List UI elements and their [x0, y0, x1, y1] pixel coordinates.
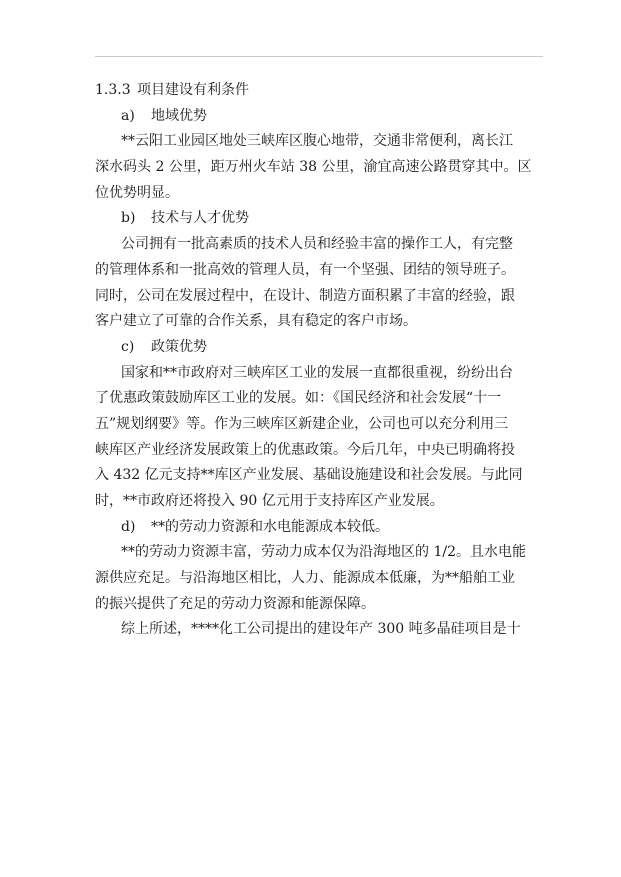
section-heading: [95, 78, 543, 104]
item-label: c): [121, 338, 135, 355]
paragraph-line: **的劳动力资源丰富，劳动力成本仅为沿海地区的 1/2。且水电能: [121, 544, 526, 561]
paragraph-line: 深水码头 2 公里，距万州火车站 38 公里，渝宜高速公路贯穿其中。区: [95, 159, 532, 176]
item-heading-b: [95, 206, 543, 232]
item-title: 地域优势: [151, 107, 207, 124]
paragraph-line: 峡库区产业经济发展政策上的优惠政策。今后几年，中央已明确将投: [95, 441, 515, 458]
item-heading-d: [95, 515, 543, 541]
conclusion-line: 综上所述，****化工公司提出的建设年产 300 吨多晶硅项目是十: [121, 621, 521, 638]
item-heading-c: [95, 335, 543, 361]
paragraph-line: 的管理体系和一批高效的管理人员，有一个坚强、团结的领导班子。: [95, 261, 515, 278]
paragraph-line: 国家和**市政府对三峡库区工业的发展一直都很重视，纷纷出台: [121, 364, 513, 381]
paragraph-line: 时，**市政府还将投入 90 亿元用于支持库区产业发展。: [95, 493, 444, 509]
item-label: a): [121, 107, 135, 124]
item-title: 技术与人才优势: [151, 210, 249, 227]
paragraph-line: 的振兴提供了充足的劳动力资源和能源保障。: [95, 595, 375, 612]
paragraph-line: **云阳工业园区地处三峡库区腹心地带，交通非常便利，离长江: [121, 133, 513, 150]
item-title: **的劳动力资源和水电能源成本较低。: [151, 518, 389, 535]
paragraph-line: 位优势明显。: [95, 184, 179, 201]
paragraph-line: 公司拥有一批高素质的技术人员和经验丰富的操作工人，有完整: [121, 236, 513, 253]
item-label: d): [121, 518, 136, 535]
paragraph-line: 客户建立了可靠的合作关系，具有稳定的客户市场。: [95, 313, 417, 330]
paragraph-line: 入 432 亿元支持**库区产业发展、基础设施建设和社会发展。与此同: [95, 467, 523, 484]
item-title: 政策优势: [151, 338, 207, 355]
paragraph-line: 五”规划纲要》等。作为三峡库区新建企业，公司也可以充分利用三: [95, 415, 509, 432]
paragraph-line: 源供应充足。与沿海地区相比，人力、能源成本低廉，为**船舶工业: [95, 570, 515, 587]
item-label: b): [121, 210, 136, 227]
paragraph-line: 同时，公司在发展过程中，在设计、制造方面积累了丰富的经验，跟: [95, 287, 515, 304]
section-number: 1.3.3: [95, 82, 131, 98]
header-rule: [95, 56, 543, 57]
item-heading-a: [95, 104, 543, 130]
section-title: 项目建设有利条件: [137, 82, 249, 98]
paragraph-line: 了优惠政策鼓励库区工业的发展。如：《国民经济和社会发展“十一: [95, 390, 502, 407]
document-body: [95, 78, 543, 643]
